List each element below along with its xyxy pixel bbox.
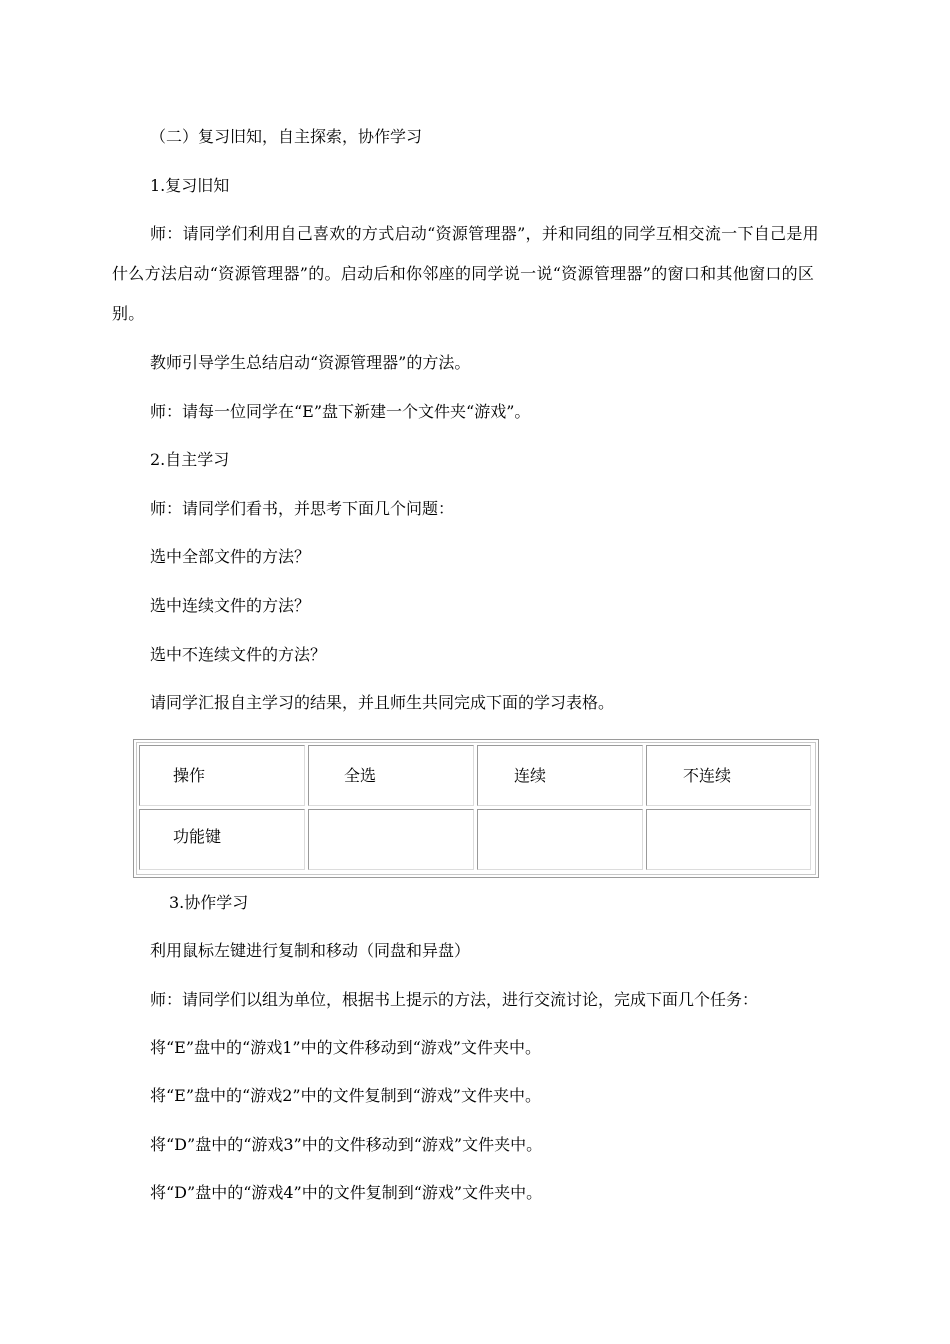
- task-item: 将“D”盘中的“游戏3”中的文件移动到“游戏”文件夹中。: [150, 1135, 543, 1154]
- table-header-cell: [139, 745, 305, 806]
- table-header-label: 操作: [173, 766, 206, 785]
- part3-prompt: 师：请同学们以组为单位，根据书上提示的方法，进行交流讨论，完成下面几个任务：: [150, 990, 759, 1009]
- table-cell: [139, 809, 305, 870]
- part2-report: 请同学汇报自主学习的结果，并且师生共同完成下面的学习表格。: [150, 693, 615, 712]
- table-row-label: 功能键: [173, 827, 222, 846]
- part3-topic: 利用鼠标左键进行复制和移动（同盘和异盘）: [150, 941, 471, 960]
- task-item: 将“D”盘中的“游戏4”中的文件复制到“游戏”文件夹中。: [150, 1183, 543, 1202]
- part1-teacher-instruction: 师：请同学们利用自己喜欢的方式启动“资源管理器”，并和同组的同学互相交流一下自己是用什么方法启动“资源管理器”的。启动后和你邻座的同学说一说“资源管理器”的窗口和其他窗口的区别。: [112, 224, 819, 323]
- part1-summary: 教师引导学生总结启动“资源管理器”的方法。: [150, 353, 471, 372]
- part3-title: 3.协作学习: [169, 893, 249, 912]
- part2-title: 2.自主学习: [150, 450, 230, 469]
- part1-title: 1.复习旧知: [150, 176, 230, 195]
- table-cell: [646, 809, 811, 870]
- task-item: 将“E”盘中的“游戏2”中的文件复制到“游戏”文件夹中。: [150, 1086, 541, 1105]
- question-item: 选中连续文件的方法？: [150, 596, 311, 615]
- table-header-cell: [477, 745, 643, 806]
- learning-table: [133, 739, 819, 878]
- question-item: 选中不连续文件的方法？: [150, 645, 327, 664]
- table-header-cell: [646, 745, 811, 806]
- question-item: 选中全部文件的方法？: [150, 547, 311, 566]
- part1-task: 师：请每一位同学在“E”盘下新建一个文件夹“游戏”。: [150, 402, 531, 421]
- table-header-label: 全选: [344, 766, 377, 785]
- table-cell: [477, 809, 643, 870]
- part2-prompt: 师：请同学们看书，并思考下面几个问题：: [150, 499, 455, 518]
- table-header-label: 不连续: [683, 766, 732, 785]
- table-header-cell: [308, 745, 474, 806]
- section-heading: （二）复习旧知，自主探索，协作学习: [150, 127, 423, 146]
- table-cell: [308, 809, 474, 870]
- table-header-label: 连续: [514, 766, 547, 785]
- task-item: 将“E”盘中的“游戏1”中的文件移动到“游戏”文件夹中。: [150, 1038, 541, 1057]
